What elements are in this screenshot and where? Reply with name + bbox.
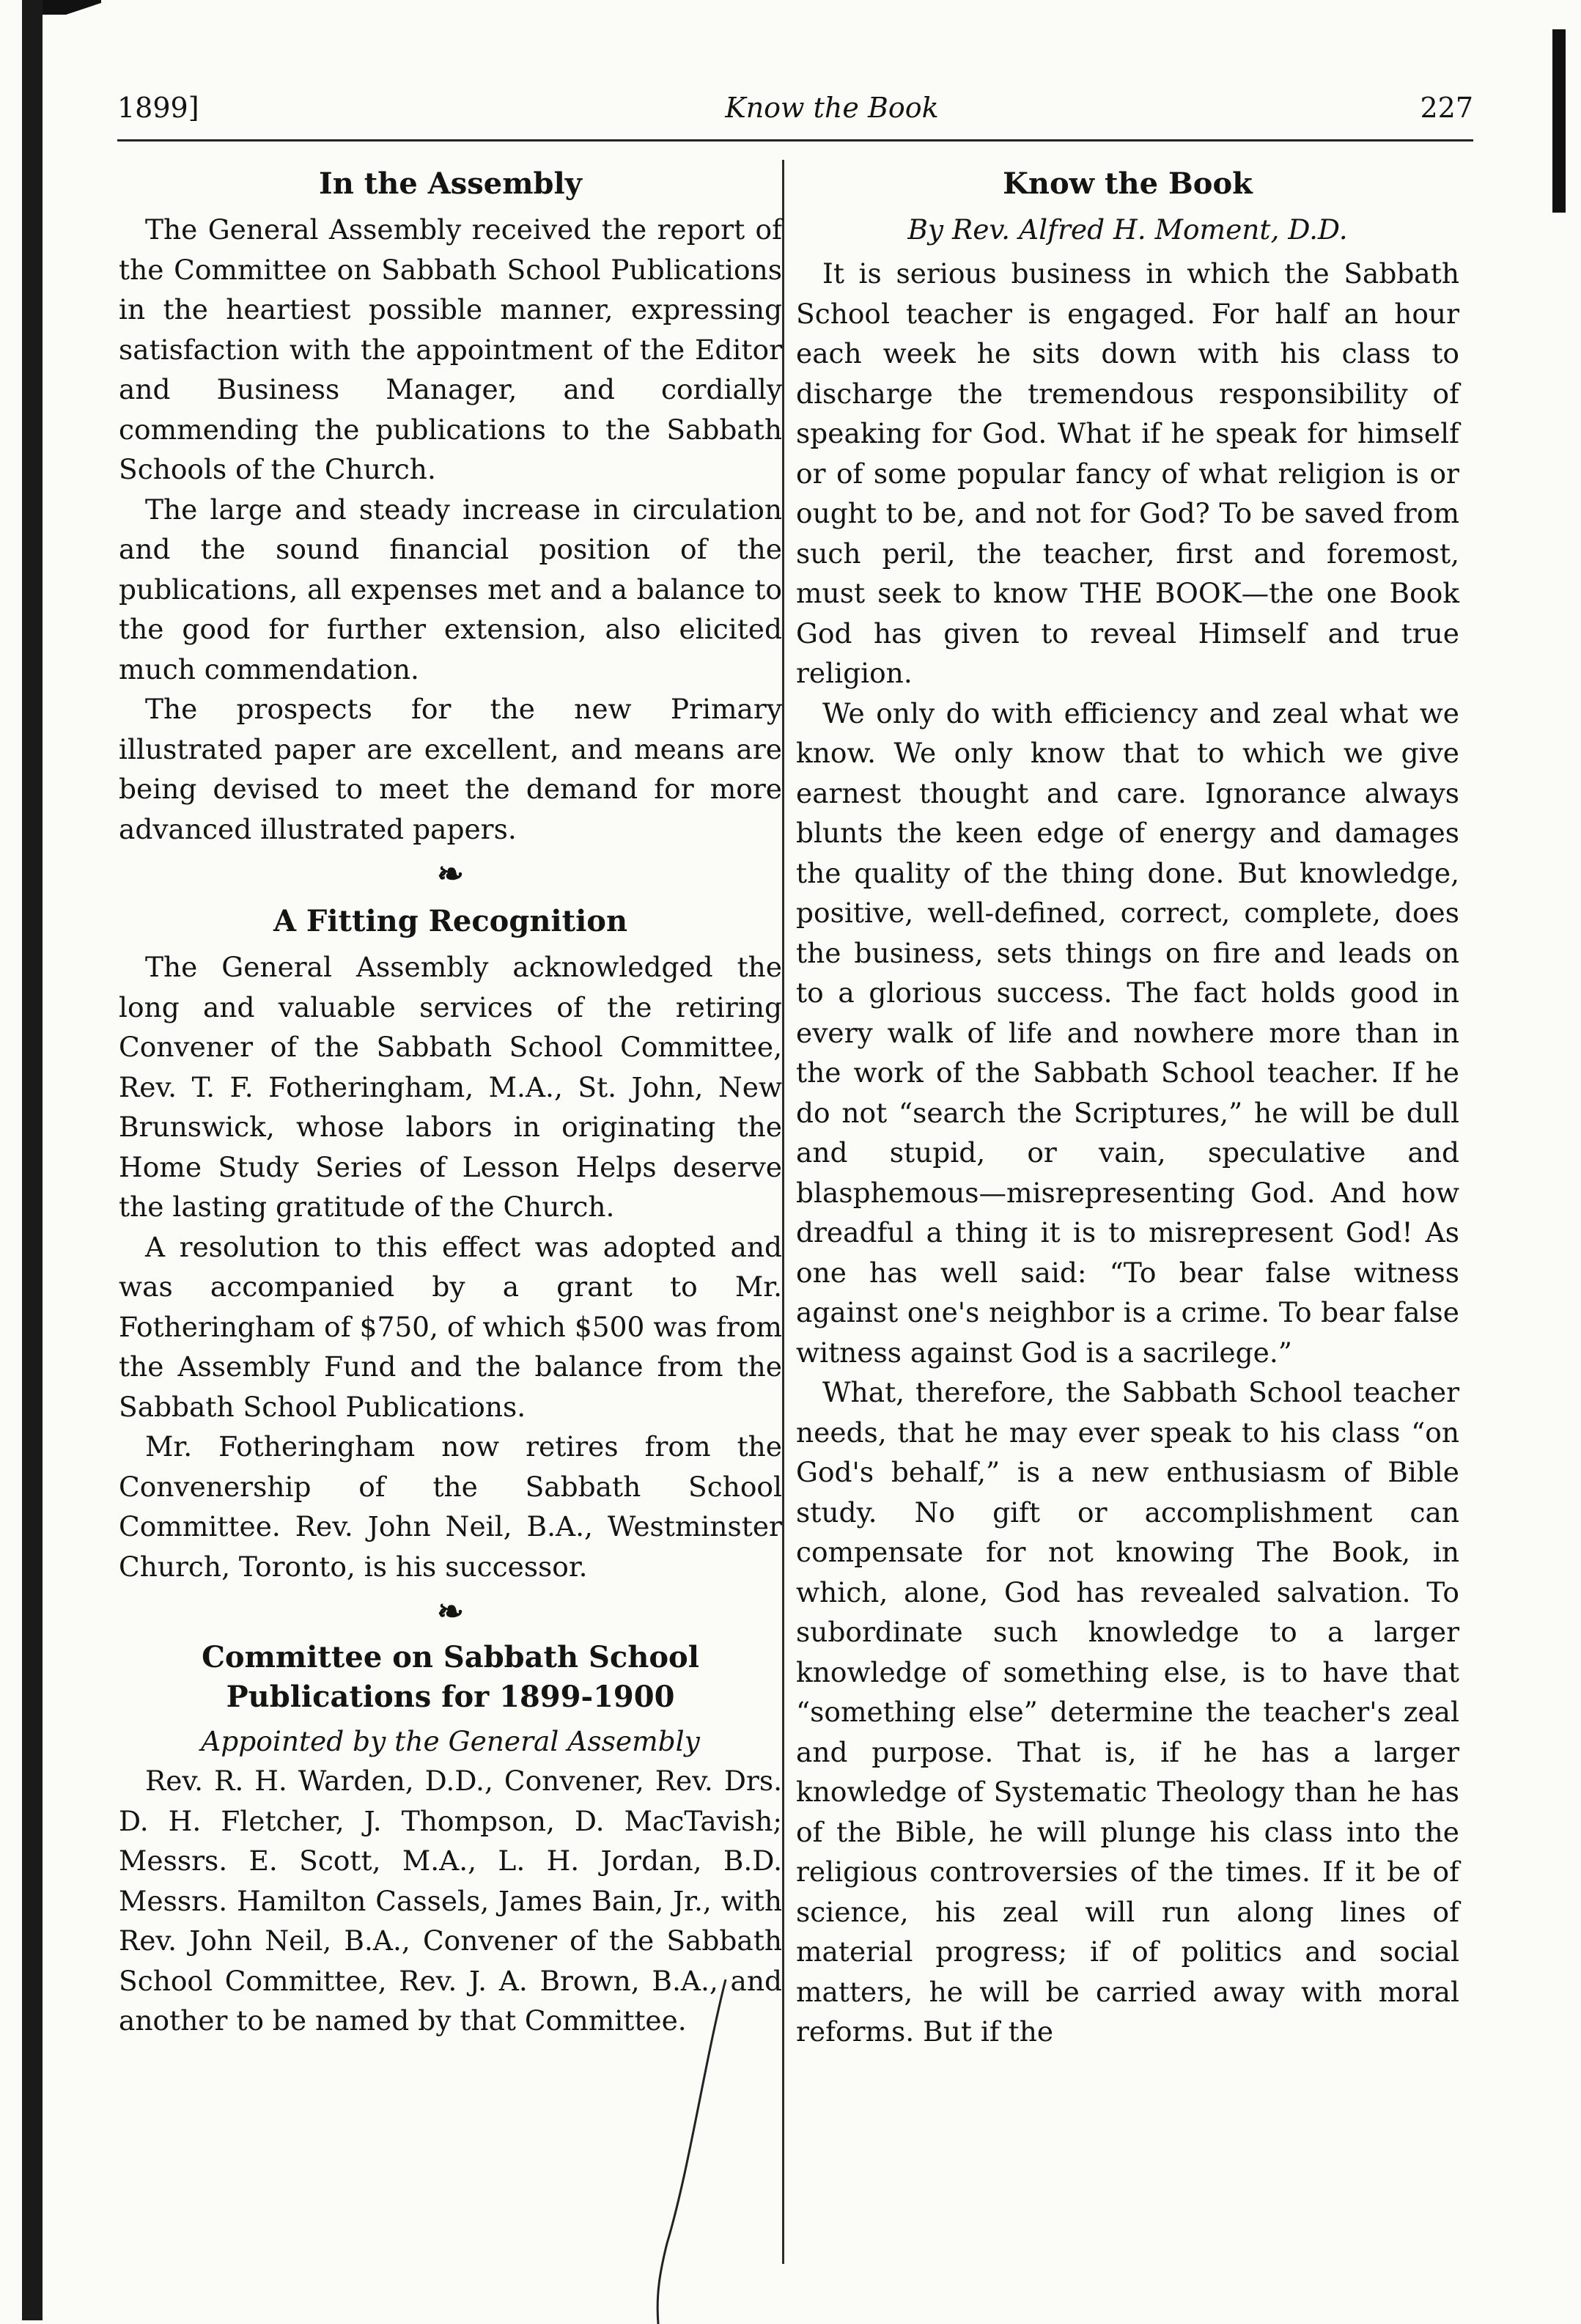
header-rule — [117, 139, 1473, 141]
article-heading-know-the-book: Know the Book — [1003, 166, 1253, 201]
header-title: Know the Book — [725, 92, 939, 124]
scan-edge-left — [22, 0, 43, 2320]
paragraph: The General Assembly received the report of the Committee on Sabbath School Publications in the heartiest possible manner, expressing satisfaction with the appointment of the Editor and Business Manager, and cordially commending the publications to the Sabbath Schools of the Church. — [119, 213, 782, 485]
paragraph: Rev. R. H. Warden, D.D., Convener, Rev. Drs. D. H. Fletcher, J. Thompson, D. MacTavish; Messrs. E. Scott, M.A., L. H. Jordan, B.D. Messrs. Hamilton Cassels, James Bain, Jr., with Rev. John Neil, B.A., Convener of the Sabbath School Committee, Rev. J. A. Brown, B.A., and another to be named by that Committee. — [119, 1765, 782, 2037]
page-number: 227 — [1420, 92, 1473, 124]
paragraph: The General Assembly acknowledged the long and valuable services of the retiring Convener of the Sabbath School Committee, Rev. T. F. Fotheringham, M.A., St. John, New Brunswick, whose labors in originating the Home Study Series of Lesson Helps deserve the lasting gratitude of the Church. — [119, 951, 782, 1223]
left-column — [119, 163, 782, 2041]
article-heading-fitting-recognition: A Fitting Recognition — [273, 904, 628, 938]
scan-corner-mark — [43, 0, 101, 15]
paragraph: What, therefore, the Sabbath School teacher needs, that he may ever speak to his class “on God's behalf,” is a new enthusiasm of Bible study. No gift or accomplishment can compensate for not knowing The Book, in which, alone, God has revealed salvation. To subordinate such knowledge to a larger knowledge of something else, is to have that “something else” determine the teacher's zeal and purpose. That is, if he has a larger knowledge of Systematic Theology than he has of the Bible, he will plunge his class into the religious controversies of the times. If it be of science, his zeal will run along lines of material progress; if of politics and social matters, he will be carried away with moral reforms. But if the — [796, 1376, 1459, 2048]
paragraph: A resolution to this effect was adopted and was accompanied by a grant to Mr. Fotheringham of $750, of which $500 was from the Assembly Fund and the balance from the Sabbath School Publications. — [119, 1230, 782, 1423]
paragraph: The large and steady increase in circulation and the sound financial position of the publications, all expenses met and a balance to the good for further extension, also elicited much commendation. — [119, 493, 782, 685]
ornament-icon: ❧ — [437, 1593, 464, 1630]
article-heading-committee: Committee on Sabbath School Publications for 1899-1900 — [202, 1640, 699, 1714]
column-divider — [782, 160, 784, 2264]
article-byline: By Rev. Alfred H. Moment, D.D. — [907, 213, 1348, 246]
paragraph: The prospects for the new Primary illustrated paper are excellent, and means are being devised to meet the demand for more advanced illustrated papers. — [119, 693, 782, 845]
paragraph: Mr. Fotheringham now retires from the Convenership of the Sabbath School Committee. Rev. John Neil, B.A., Westminster Church, Toronto, is his successor. — [119, 1430, 782, 1583]
article-heading-in-the-assembly: In the Assembly — [319, 166, 582, 201]
paragraph: We only do with efficiency and zeal what we know. We only know that to which we give earnest thought and care. Ignorance always blunts the keen edge of energy and damages the quality of the thing done. But knowledge, positive, well-defined, correct, complete, does the business, sets things on fire and leads on to a glorious success. The fact holds good in every walk of life and nowhere more than in the work of the Sabbath School teacher. If he do not “search the Scriptures,” he will be dull and stupid, or vain, speculative and blasphemous—misrepresenting God. And how dreadful a thing it is to misrepresent God! As one has well said: “To bear false witness against one's neighbor is a crime. To bear false witness against God is a sacrilege.” — [796, 696, 1459, 1369]
header-year: 1899] — [117, 92, 199, 124]
pen-stroke-mark — [645, 1979, 733, 2324]
paragraph: It is serious business in which the Sabbath School teacher is engaged. For half an hour each week he sits down with his class to discharge the tremendous responsibility of speaking for God. What if he speak for himself or of some popular fancy of what religion is or ought to be, and not for God? To be saved from such peril, the teacher, first and foremost, must seek to know THE BOOK—the one Book God has given to reveal Himself and true religion. — [796, 257, 1459, 689]
ornament-icon: ❧ — [437, 856, 464, 893]
right-column — [796, 163, 1459, 2052]
running-head — [117, 92, 1473, 136]
scan-edge-right — [1552, 29, 1566, 213]
article-subheading: Appointed by the General Assembly — [201, 1725, 700, 1757]
